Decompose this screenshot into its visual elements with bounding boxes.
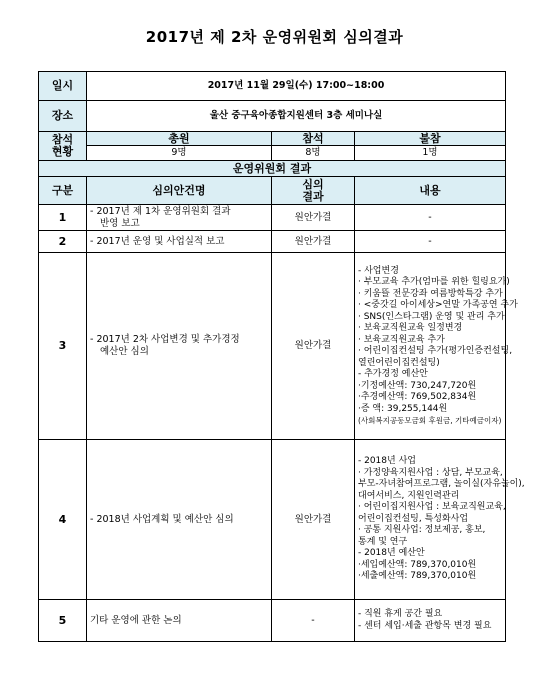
table-row [39, 205, 506, 231]
present-label: 참석 [272, 132, 355, 146]
content-line: · 어린이집컨설팅 추가(평가인증컨설팅, [358, 346, 513, 356]
result-cell: - [272, 600, 355, 642]
agenda-line: 예산안 심의 [100, 346, 149, 357]
content-line: · 부모교육 추가(엄마를 위한 힐링요가) [358, 277, 510, 287]
attendance-label [39, 132, 87, 161]
content-line: 부모-자녀참여프로그램, 놀이실(자유놀이), [358, 479, 525, 490]
content-line: - 직원 휴게 공간 필요 [358, 609, 443, 619]
absent-label: 불참 [355, 132, 506, 146]
content-line: ·추경예산액: 769,502,834원 [358, 392, 477, 402]
agenda-cell: 기타 운영에 관한 논의 [87, 600, 272, 642]
place-value: 울산 중구육아종합지원센터 3층 세미나실 [87, 101, 506, 132]
content-line: - 추가경정 예산안 [358, 369, 428, 379]
table-row [39, 253, 506, 440]
agenda-cell [87, 253, 272, 440]
content-line: · 가정양육지원사업 : 상담, 부모교육, [358, 467, 503, 478]
total-label: 총원 [87, 132, 272, 146]
content-cell: - [355, 205, 506, 231]
content-line: · <중갓길 아이세상>연말 가족공연 추가 [358, 300, 518, 310]
content-cell [355, 253, 518, 440]
content-line: ·세입예산액: 789,370,010원 [358, 559, 477, 570]
col-agenda: 심의안건명 [87, 177, 272, 205]
agenda-line: - 2017년 제 1차 운영위원회 결과 [90, 205, 231, 217]
row-number: 5 [39, 600, 87, 642]
meeting-result-table [38, 71, 525, 642]
col-review [272, 177, 355, 205]
content-line: · 보육교직원교육 일정변경 [358, 323, 463, 333]
content-cell: - [355, 231, 506, 253]
content-line: - 사업변경 [358, 265, 399, 276]
content-line: · 공통 지원사업: 정보제공, 홍보, [358, 525, 486, 536]
content-cell [355, 600, 506, 642]
present-value: 8명 [272, 146, 355, 161]
row-number: 2 [39, 231, 87, 253]
col-review-line-2: 결과 [302, 189, 324, 203]
date-value: 2017년 11월 29일(수) 17:00~18:00 [87, 72, 506, 101]
attendance-label-line-2: 현황 [51, 145, 74, 158]
content-line: - 센터 세입·세출 관항목 변경 필요 [358, 620, 492, 631]
table-row [39, 231, 506, 253]
col-category: 구분 [39, 177, 87, 205]
agenda-line: 반영 보고 [100, 217, 140, 229]
content-line: - 2018년 사업 [358, 456, 416, 467]
content-note: (사회복지공동모금회 후원금, 기타예금이자) [358, 416, 502, 425]
content-line: · 어린이집지원사업 : 보육교직원교육, [358, 502, 506, 513]
col-content: 내용 [355, 177, 506, 205]
attendance-label-line-1: 참석 [51, 133, 74, 146]
col-review-line-1: 심의 [302, 177, 324, 191]
result-cell: 원안가결 [272, 231, 355, 253]
total-value: 9명 [87, 146, 272, 161]
document-title: 2017년 제 2차 운영위원회 심의결과 [145, 28, 404, 46]
table-row [39, 440, 506, 600]
content-cell [355, 440, 525, 600]
agenda-cell: - 2018년 사업계획 및 예산안 심의 [87, 440, 272, 600]
content-line: 대여서비스, 지원인력관리 [358, 490, 460, 501]
row-number: 1 [39, 205, 87, 231]
content-line: 통계 및 연구 [358, 536, 408, 547]
agenda-cell: - 2017년 운영 및 사업실적 보고 [87, 231, 272, 253]
result-section-header: 운영위원회 결과 [39, 161, 506, 177]
content-line: - 2018년 예산안 [358, 548, 425, 559]
agenda-cell [87, 205, 272, 231]
agenda-line: - 2017년 2차 사업변경 및 추가경정 [90, 334, 240, 345]
result-cell: 원안가결 [272, 440, 355, 600]
row-number: 4 [39, 440, 87, 600]
content-line: ·증 액: 39,255,144원 [358, 403, 448, 414]
content-line: 열린어린이집컨설팅) [358, 357, 440, 368]
content-line: · 보육교직원교육 추가 [358, 334, 445, 345]
content-line: ·기정예산액: 730,247,720원 [358, 380, 477, 391]
place-label: 장소 [39, 101, 87, 132]
content-line: 어린이집컨설팅, 특성화사업 [358, 513, 469, 524]
content-line: · 키움뜰 전문강좌 여름방학특강 추가 [358, 288, 503, 299]
result-cell: 원안가결 [272, 205, 355, 231]
date-label: 일시 [39, 72, 87, 101]
absent-value: 1명 [355, 146, 506, 161]
content-line: · SNS(인스타그램) 운영 및 관리 추가 [358, 311, 505, 322]
row-number: 3 [39, 253, 87, 440]
content-line: ·세출예산액: 789,370,010원 [358, 571, 477, 582]
table-row [39, 600, 506, 642]
result-cell: 원안가결 [272, 253, 355, 440]
